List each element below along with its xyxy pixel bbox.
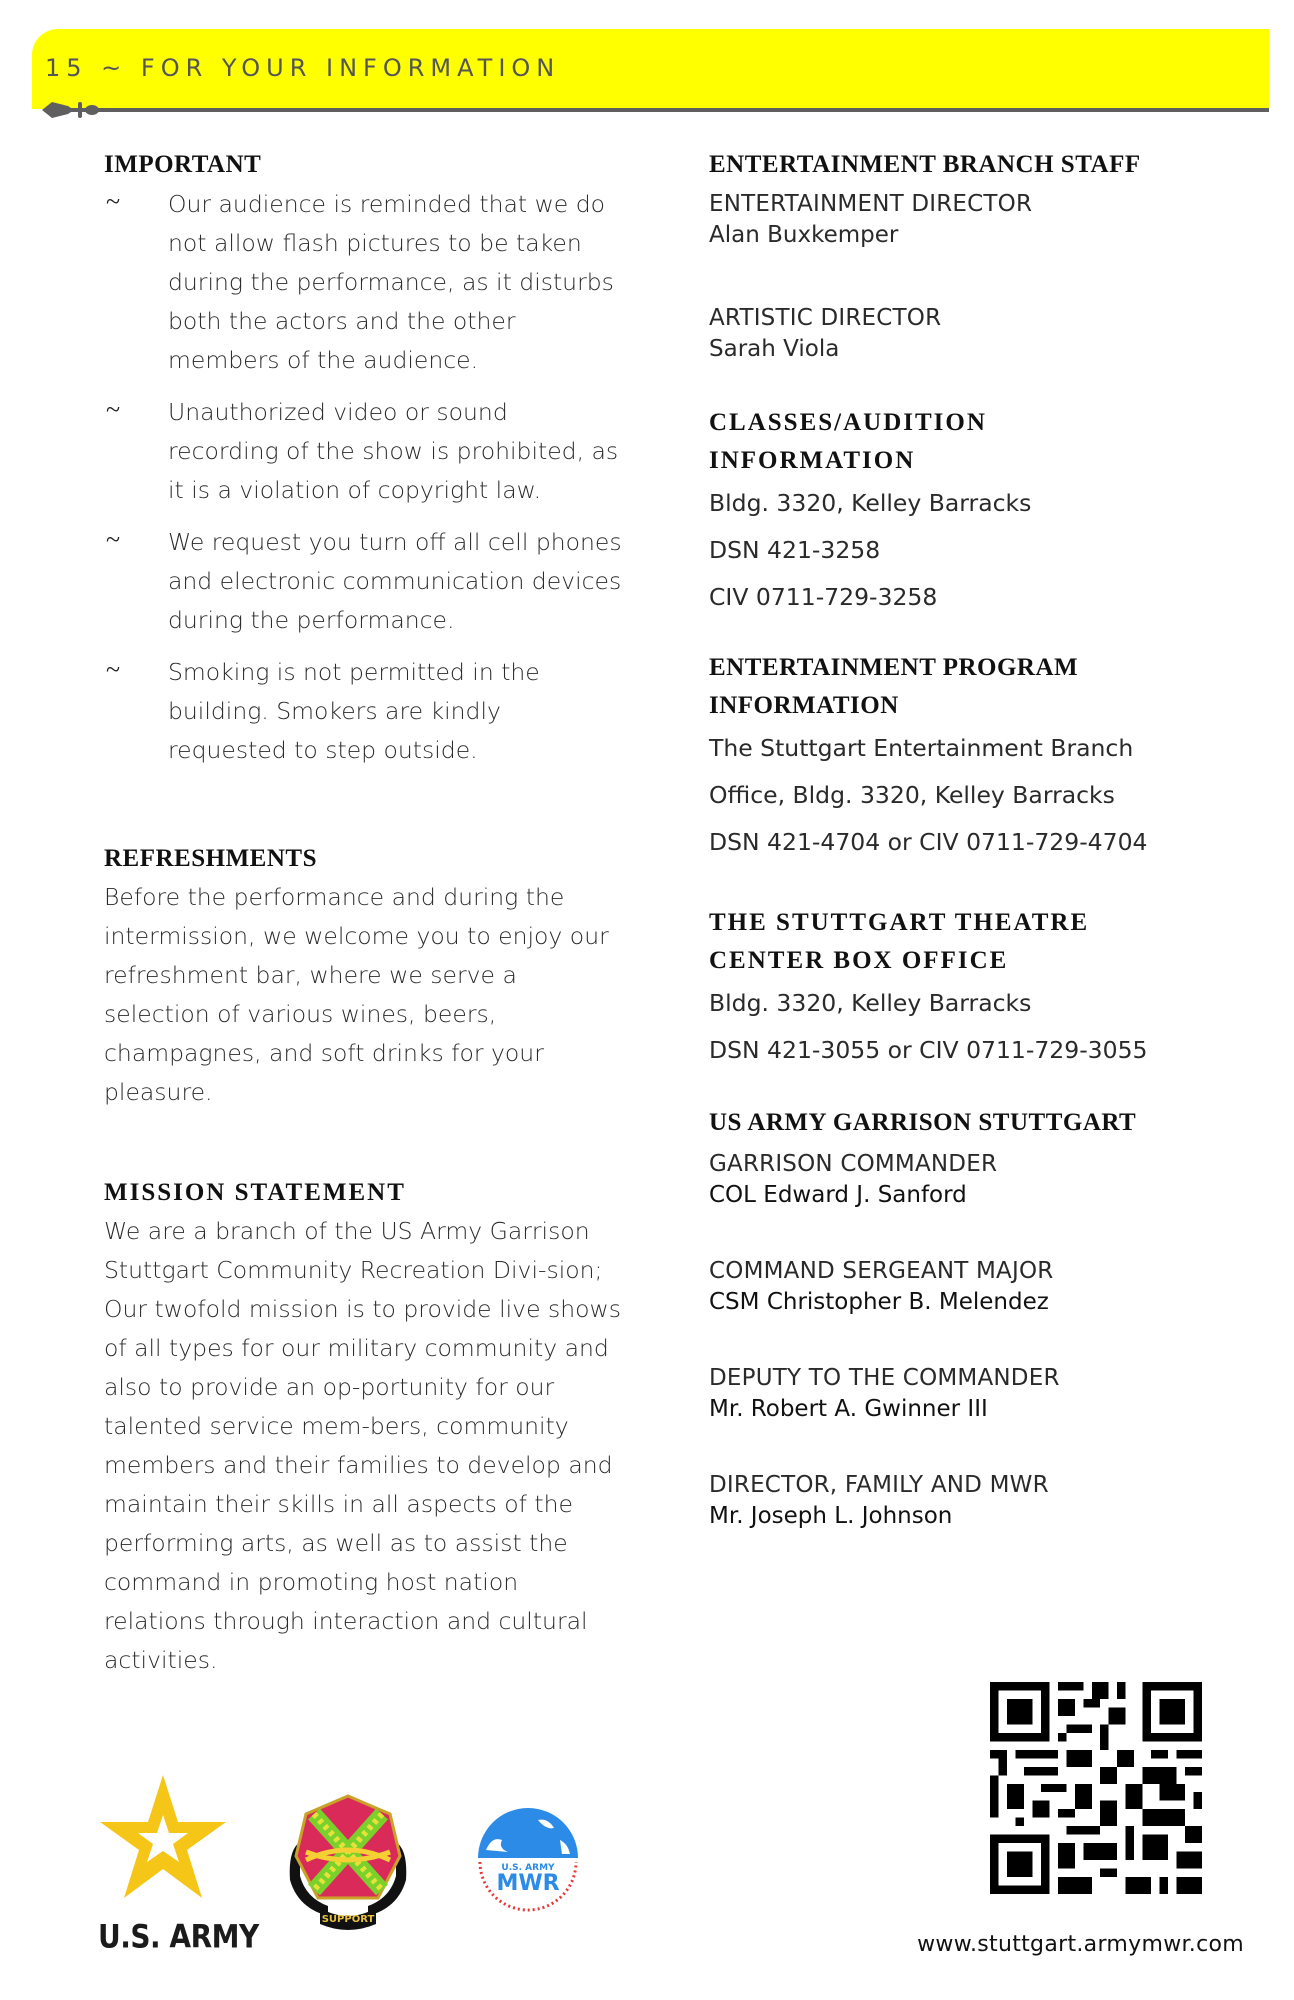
staff-entry [709, 302, 1189, 364]
staff-entry [709, 188, 1189, 250]
tilde-bullet-icon: ~ [106, 187, 121, 216]
classes-heading-line: CLASSES/AUDITION [709, 409, 987, 436]
garrison-crest-icon [278, 1790, 418, 1930]
crest-motto: SUPPORT [321, 1914, 375, 1925]
mwr-globe-logo-icon [468, 1800, 588, 1920]
left-column [104, 146, 624, 1680]
staff-name: Alan Buxkemper [709, 222, 899, 248]
website-link[interactable]: www.stuttgart.armymwr.com [917, 1932, 1244, 1957]
svg-text:MWR: MWR [496, 1871, 560, 1896]
garrison-entry [709, 1148, 1189, 1210]
garrison-name: Mr. Robert A. Gwinner III [709, 1396, 988, 1422]
garrison-name: CSM Christopher B. Melendez [709, 1289, 1049, 1315]
refreshments-heading: REFRESHMENTS [104, 845, 317, 872]
finial-ornament-icon [30, 98, 100, 122]
box-office-heading [709, 904, 1189, 980]
garrison-role: GARRISON COMMANDER [709, 1151, 998, 1177]
program-phone: DSN 421-4704 or CIV 0711-729-4704 [709, 828, 1148, 856]
staff-heading: ENTERTAINMENT BRANCH STAFF [709, 151, 1141, 178]
right-column [709, 146, 1189, 1531]
important-item [104, 185, 624, 380]
classes-section [709, 404, 1189, 621]
garrison-name: COL Edward J. Sanford [709, 1182, 967, 1208]
tilde-bullet-icon: ~ [106, 395, 121, 424]
page-title: 15 ~ FOR YOUR INFORMATION [45, 54, 561, 82]
box-office-heading-line: CENTER BOX OFFICE [709, 947, 1009, 974]
program-heading-line: ENTERTAINMENT PROGRAM [709, 654, 1079, 681]
refreshments-body: Before the performance and during the intermission, we welcome you to enjoy our refreshment bar, where we serve a selection of various wines, beers, champagnes, and soft drinks for your pleasure. [104, 883, 609, 1106]
important-section [104, 146, 624, 770]
important-item-text: Smoking is not permitted in the building. Smokers are kindly requested to step outside. [168, 658, 540, 764]
staff-role: ENTERTAINMENT DIRECTOR [709, 191, 1033, 217]
important-item [104, 653, 624, 770]
classes-heading [709, 404, 1189, 480]
classes-address: Bldg. 3320, Kelley Barracks [709, 489, 1032, 517]
qr-code-icon[interactable] [990, 1682, 1202, 1894]
garrison-entry [709, 1362, 1189, 1424]
garrison-section [709, 1104, 1189, 1531]
garrison-role: DEPUTY TO THE COMMANDER [709, 1365, 1060, 1391]
program-heading [709, 649, 1189, 725]
box-office-section [709, 904, 1189, 1074]
classes-heading-line: INFORMATION [709, 447, 916, 474]
svg-text:U.S. ARMY: U.S. ARMY [501, 1863, 555, 1873]
important-heading: IMPORTANT [104, 151, 262, 178]
classes-dsn: DSN 421-3258 [709, 536, 881, 564]
refreshments-section [104, 840, 624, 1112]
tilde-bullet-icon: ~ [106, 655, 121, 684]
program-section [709, 649, 1189, 866]
box-office-phone: DSN 421-3055 or CIV 0711-729-3055 [709, 1036, 1148, 1064]
tilde-bullet-icon: ~ [106, 525, 121, 554]
box-office-heading-line: THE STUTTGART THEATRE [709, 909, 1090, 936]
mission-section [104, 1174, 624, 1680]
garrison-role: DIRECTOR, FAMILY AND MWR [709, 1472, 1049, 1498]
important-item-text: Unauthorized video or sound recording of the show is prohibited, as it is a violation of copyright law. [168, 398, 619, 504]
box-office-address: Bldg. 3320, Kelley Barracks [709, 989, 1032, 1017]
staff-role: ARTISTIC DIRECTOR [709, 305, 942, 331]
mission-heading: MISSION STATEMENT [104, 1179, 406, 1206]
garrison-entry [709, 1255, 1189, 1317]
classes-civ: CIV 0711-729-3258 [709, 583, 938, 611]
mission-body: We are a branch of the US Army Garrison Stuttgart Community Recreation Divi-sion; Our twofold mission is to provide live shows of all types for our military community and also to provide an op-portunity for our talented service mem-bers, community members and their families to develop and maintain their skills in all aspects of the performing arts, as well as to assist the command in promoting host nation relations through interaction and cultural activities. [104, 1217, 621, 1674]
army-wordmark: U.S. ARMY [98, 1917, 259, 1956]
header-divider [60, 108, 1269, 112]
staff-section [709, 146, 1189, 364]
important-item-text: Our audience is reminded that we do not allow flash pictures to be taken during the performance, as it disturbs both the actors and the other members of the audience. [168, 190, 614, 374]
garrison-entry [709, 1469, 1189, 1531]
program-line: Office, Bldg. 3320, Kelley Barracks [709, 781, 1115, 809]
program-heading-line: INFORMATION [709, 692, 899, 719]
staff-name: Sarah Viola [709, 336, 840, 362]
important-item [104, 523, 624, 640]
important-item-text: We request you turn off all cell phones and electronic communication devices during the performance. [168, 528, 622, 634]
logos-row [98, 1770, 628, 1970]
army-star-logo-icon [98, 1770, 228, 1910]
garrison-role: COMMAND SERGEANT MAJOR [709, 1258, 1054, 1284]
program-line: The Stuttgart Entertainment Branch [709, 734, 1134, 762]
garrison-name: Mr. Joseph L. Johnson [709, 1503, 953, 1529]
important-item [104, 393, 624, 510]
garrison-heading: US ARMY GARRISON STUTTGART [709, 1109, 1137, 1136]
